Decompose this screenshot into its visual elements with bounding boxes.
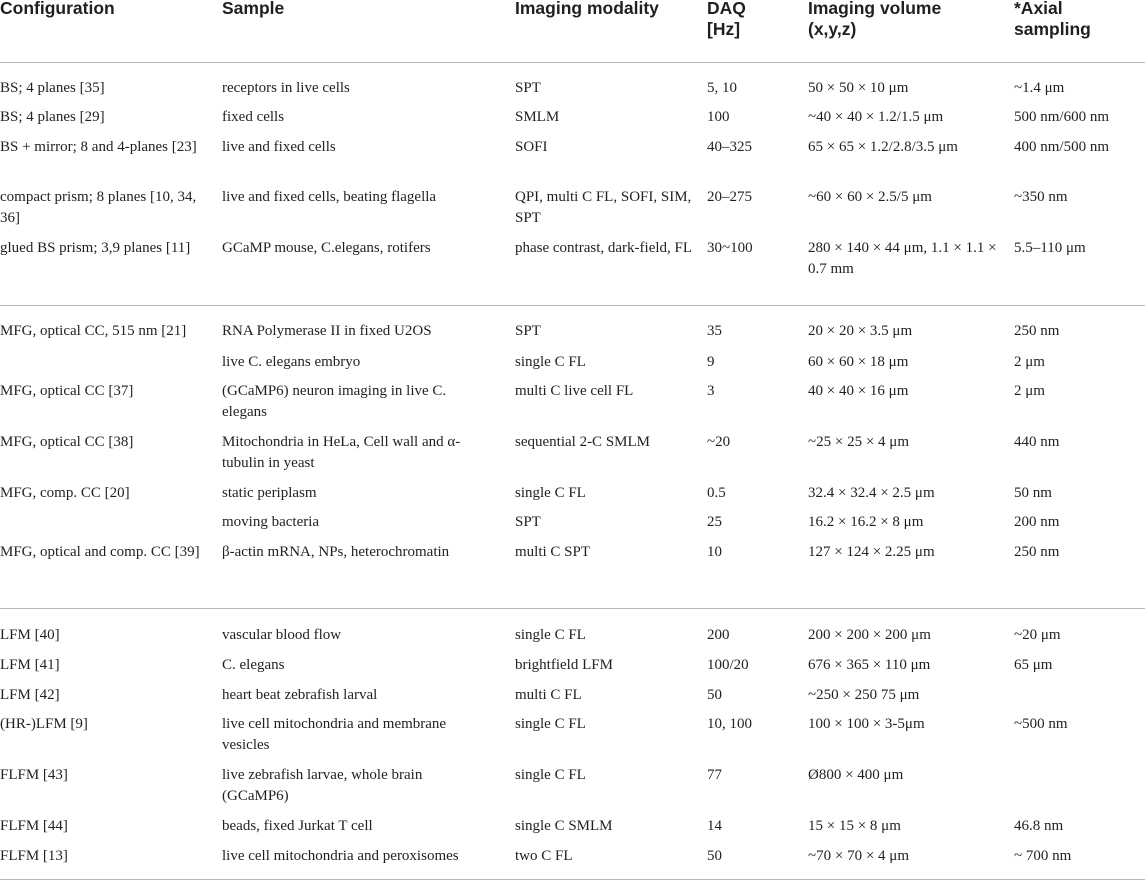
cell-imaging-volume: 676 × 365 × 110 μm: [808, 657, 931, 673]
group-separator: [0, 305, 1145, 306]
cell-imaging-volume: 60 × 60 × 18 μm: [808, 354, 909, 370]
cell-imaging-volume: ~70 × 70 × 4 μm: [808, 848, 909, 864]
cell-configuration: (HR-)LFM [9]: [0, 716, 88, 732]
cell-axial-sampling: 500 nm/600 nm: [1014, 109, 1110, 125]
cell-configuration: glued BS prism; 3,9 planes [11]: [0, 240, 191, 256]
cell-imaging-volume: 50 × 50 × 10 μm: [808, 80, 909, 96]
cell-daq: 100/20: [707, 657, 749, 673]
cell-daq: 10: [707, 544, 722, 560]
header-axial-sampling: *Axial sampling: [1014, 0, 1091, 39]
cell-axial-sampling: 2 μm: [1014, 383, 1045, 399]
cell-configuration: MFG, optical CC [37]: [0, 383, 134, 399]
cell-sample: vascular blood flow: [222, 627, 342, 643]
cell-configuration: compact prism; 8 planes [10, 34, 36]: [0, 189, 197, 226]
cell-sample: live and fixed cells, beating flagella: [222, 189, 437, 205]
cell-daq: 25: [707, 514, 722, 530]
cell-imaging-modality: single C FL: [515, 767, 586, 783]
cell-sample: fixed cells: [222, 109, 285, 125]
cell-daq: 50: [707, 848, 722, 864]
cell-axial-sampling: ~20 μm: [1014, 627, 1061, 643]
cell-axial-sampling: ~ 700 nm: [1014, 848, 1072, 864]
cell-daq: 3: [707, 383, 715, 399]
header-imaging-modality: Imaging modality: [515, 0, 659, 18]
cell-daq: 50: [707, 687, 722, 703]
cell-imaging-modality: phase contrast, dark-field, FL: [515, 240, 693, 256]
cell-sample: live cell mitochondria and membrane vesicles: [222, 716, 447, 753]
cell-daq: ~20: [707, 434, 731, 450]
cell-configuration: MFG, optical CC [38]: [0, 434, 134, 450]
cell-sample: GCaMP mouse, C.elegans, rotifers: [222, 240, 431, 256]
cell-sample: live cell mitochondria and peroxisomes: [222, 848, 459, 864]
cell-daq: 9: [707, 354, 715, 370]
header-sample: Sample: [222, 0, 285, 18]
cell-imaging-volume: 65 × 65 × 1.2/2.8/3.5 μm: [808, 139, 958, 155]
cell-sample: heart beat zebrafish larval: [222, 687, 378, 703]
cell-imaging-volume: 200 × 200 × 200 μm: [808, 627, 931, 643]
cell-axial-sampling: 250 nm: [1014, 544, 1060, 560]
cell-sample: live and fixed cells: [222, 139, 336, 155]
cell-imaging-volume: Ø800 × 400 μm: [808, 767, 904, 783]
cell-sample: beads, fixed Jurkat T cell: [222, 818, 373, 834]
header-configuration: Configuration: [0, 0, 115, 18]
cell-axial-sampling: 46.8 nm: [1014, 818, 1064, 834]
cell-axial-sampling: ~500 nm: [1014, 716, 1068, 732]
cell-daq: 14: [707, 818, 722, 834]
cell-configuration: LFM [42]: [0, 687, 60, 703]
cell-configuration: MFG, comp. CC [20]: [0, 485, 130, 501]
cell-imaging-modality: single C FL: [515, 627, 586, 643]
cell-imaging-modality: brightfield LFM: [515, 657, 613, 673]
cell-imaging-modality: SPT: [515, 323, 541, 339]
cell-sample: (GCaMP6) neuron imaging in live C. elegans: [222, 383, 447, 420]
table-header: [0, 0, 1145, 63]
cell-imaging-volume: ~250 × 250 75 μm: [808, 687, 920, 703]
cell-imaging-modality: single C FL: [515, 354, 586, 370]
cell-imaging-modality: QPI, multi C FL, SOFI, SIM, SPT: [515, 189, 692, 226]
cell-axial-sampling: 2 μm: [1014, 354, 1045, 370]
cell-sample: live zebrafish larvae, whole brain (GCaMP6): [222, 767, 423, 804]
cell-imaging-modality: single C SMLM: [515, 818, 613, 834]
cell-daq: 10, 100: [707, 716, 752, 732]
cell-imaging-volume: 127 × 124 × 2.25 μm: [808, 544, 935, 560]
cell-configuration: FLFM [43]: [0, 767, 68, 783]
cell-imaging-volume: 40 × 40 × 16 μm: [808, 383, 909, 399]
cell-daq: 100: [707, 109, 730, 125]
cell-imaging-modality: single C FL: [515, 716, 586, 732]
cell-imaging-modality: multi C FL: [515, 687, 582, 703]
cell-imaging-modality: multi C SPT: [515, 544, 591, 560]
cell-imaging-volume: 16.2 × 16.2 × 8 μm: [808, 514, 924, 530]
cell-imaging-volume: 15 × 15 × 8 μm: [808, 818, 901, 834]
table-bottom-rule: [0, 879, 1145, 880]
cell-axial-sampling: 65 μm: [1014, 657, 1053, 673]
cell-configuration: BS + mirror; 8 and 4-planes [23]: [0, 139, 197, 155]
cell-sample: receptors in live cells: [222, 80, 350, 96]
cell-imaging-modality: SPT: [515, 514, 541, 530]
header-daq: DAQ [Hz]: [707, 0, 746, 39]
header-imaging-volume: Imaging volume (x,y,z): [808, 0, 942, 39]
cell-imaging-modality: two C FL: [515, 848, 573, 864]
cell-configuration: FLFM [13]: [0, 848, 68, 864]
cell-sample: β-actin mRNA, NPs, heterochromatin: [222, 544, 450, 560]
cell-imaging-volume: 20 × 20 × 3.5 μm: [808, 323, 913, 339]
cell-axial-sampling: 5.5–110 μm: [1014, 240, 1086, 256]
cell-daq: 35: [707, 323, 722, 339]
cell-axial-sampling: 200 nm: [1014, 514, 1060, 530]
cell-imaging-volume: ~60 × 60 × 2.5/5 μm: [808, 189, 932, 205]
cell-daq: 20–275: [707, 189, 752, 205]
cell-configuration: BS; 4 planes [35]: [0, 80, 105, 96]
cell-configuration: MFG, optical and comp. CC [39]: [0, 544, 200, 560]
cell-daq: 40–325: [707, 139, 752, 155]
cell-axial-sampling: ~350 nm: [1014, 189, 1068, 205]
cell-sample: moving bacteria: [222, 514, 320, 530]
cell-sample: live C. elegans embryo: [222, 354, 361, 370]
cell-imaging-modality: single C FL: [515, 485, 586, 501]
cell-imaging-volume: 32.4 × 32.4 × 2.5 μm: [808, 485, 935, 501]
cell-imaging-volume: 100 × 100 × 3-5μm: [808, 716, 925, 732]
cell-imaging-modality: SPT: [515, 80, 541, 96]
cell-axial-sampling: ~1.4 μm: [1014, 80, 1065, 96]
cell-configuration: FLFM [44]: [0, 818, 68, 834]
cell-daq: 200: [707, 627, 730, 643]
cell-axial-sampling: 250 nm: [1014, 323, 1060, 339]
cell-daq: 0.5: [707, 485, 726, 501]
cell-axial-sampling: 440 nm: [1014, 434, 1060, 450]
cell-daq: 5, 10: [707, 80, 737, 96]
cell-configuration: BS; 4 planes [29]: [0, 109, 105, 125]
cell-sample: C. elegans: [222, 657, 285, 673]
cell-sample: static periplasm: [222, 485, 317, 501]
cell-axial-sampling: 50 nm: [1014, 485, 1052, 501]
cell-daq: 30~100: [707, 240, 753, 256]
cell-axial-sampling: 400 nm/500 nm: [1014, 139, 1110, 155]
cell-imaging-volume: ~40 × 40 × 1.2/1.5 μm: [808, 109, 944, 125]
cell-imaging-modality: SOFI: [515, 139, 548, 155]
cell-imaging-modality: multi C live cell FL: [515, 383, 634, 399]
cell-configuration: MFG, optical CC, 515 nm [21]: [0, 323, 187, 339]
cell-configuration: LFM [41]: [0, 657, 60, 673]
cell-sample: RNA Polymerase II in fixed U2OS: [222, 323, 432, 339]
cell-sample: Mitochondria in HeLa, Cell wall and α-tubulin in yeast: [222, 434, 461, 471]
cell-configuration: LFM [40]: [0, 627, 60, 643]
cell-imaging-volume: ~25 × 25 × 4 μm: [808, 434, 909, 450]
cell-imaging-modality: SMLM: [515, 109, 560, 125]
cell-imaging-modality: sequential 2-C SMLM: [515, 434, 650, 450]
cell-imaging-volume: 280 × 140 × 44 μm, 1.1 × 1.1 × 0.7 mm: [808, 240, 997, 277]
group-separator: [0, 608, 1145, 609]
cell-daq: 77: [707, 767, 722, 783]
